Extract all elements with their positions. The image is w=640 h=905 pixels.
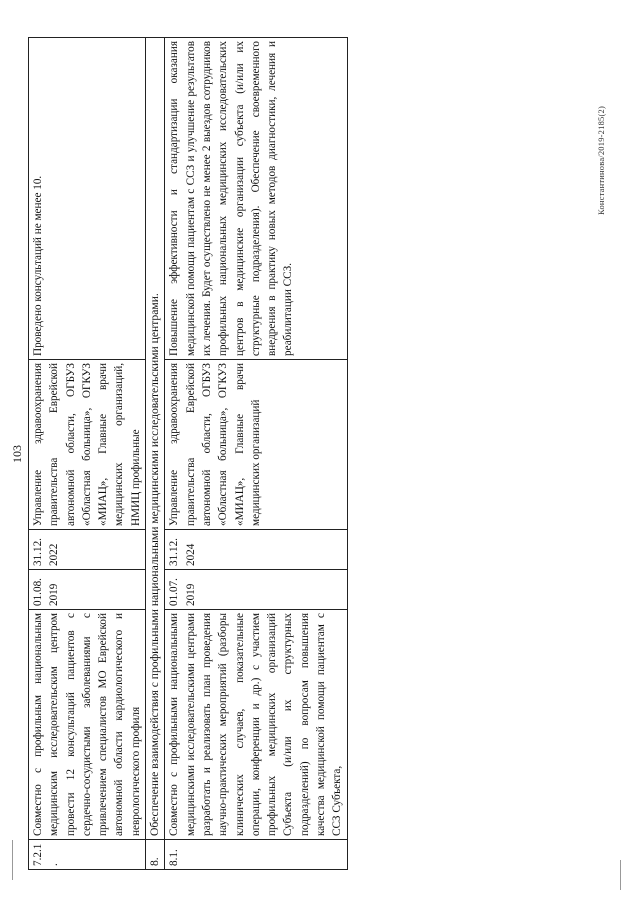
end-date-cell: 31.12.2024 xyxy=(165,530,347,570)
section-title: Обеспечение взаимодействия с профильными национальными медицинскими исследовательскими центрами. xyxy=(146,38,165,840)
result-cell: Проведено консультаций не менее 10. xyxy=(29,38,146,360)
responsible-cell: Управление здравоохранения правительства Еврейской автономной области, ОГБУЗ «Областная больница», ОГКУЗ «МИАЦ», Главные врачи медицинских организаций xyxy=(165,360,347,530)
action-cell: Совместно с профильными национальными медицинскими исследовательскими центрами разработать и реализовать план проведения научно-практических мероприятий (разборы клинических случаев, показательные операции, конференции и др.) с участием профильных медицинских организаций Субъекта (и/или их структурных подразделений) по вопросам повышения качества медицинской помощи пациентам с ССЗ Субъекта, xyxy=(165,610,347,840)
section-row xyxy=(146,38,165,870)
responsible-cell: Управление здравоохранения правительства Еврейской автономной области, ОГБУЗ «Областная больница», ОГКУЗ «МИАЦ», Главные врачи медицинских организаций, НМИЦ профильные xyxy=(29,360,146,530)
measures-table xyxy=(28,37,348,870)
row-number: 7.2.1. xyxy=(29,840,146,870)
page-number: 103 xyxy=(10,445,24,463)
result-cell: Повышение эффективности и стандартизации оказания медицинской помощи пациентам с ССЗ и улучшение результатов их лечения. Будет осуществлено не менее 2 выездов сотрудников профильных национальных медицинских исследовательских центров в медицинские организации субъекта (и/или их структурные подразделения). Обеспечение своевременного внедрения в практику новых методов диагностики, лечения и реабилитации ССЗ. xyxy=(165,38,347,360)
scan-artifact xyxy=(12,840,13,880)
section-number: 8. xyxy=(146,840,165,870)
footer-note: Константинова/2019-2185(2) xyxy=(596,106,606,215)
scan-artifact xyxy=(620,860,621,890)
start-date-cell: 01.08.2019 xyxy=(29,570,146,610)
end-date-cell: 31.12.2022 xyxy=(29,530,146,570)
table-row xyxy=(165,38,347,870)
row-number: 8.1. xyxy=(165,840,347,870)
table-row xyxy=(29,38,146,870)
action-cell: Совместно с профильным национальным медицинским исследовательским центром провести 12 консультаций пациентов с сердечно-сосудистыми заболеваниями с привлечением специалистов МО Еврейской автономной области кардиологического и неврологического профиля xyxy=(29,610,146,840)
start-date-cell: 01.07.2019 xyxy=(165,570,347,610)
